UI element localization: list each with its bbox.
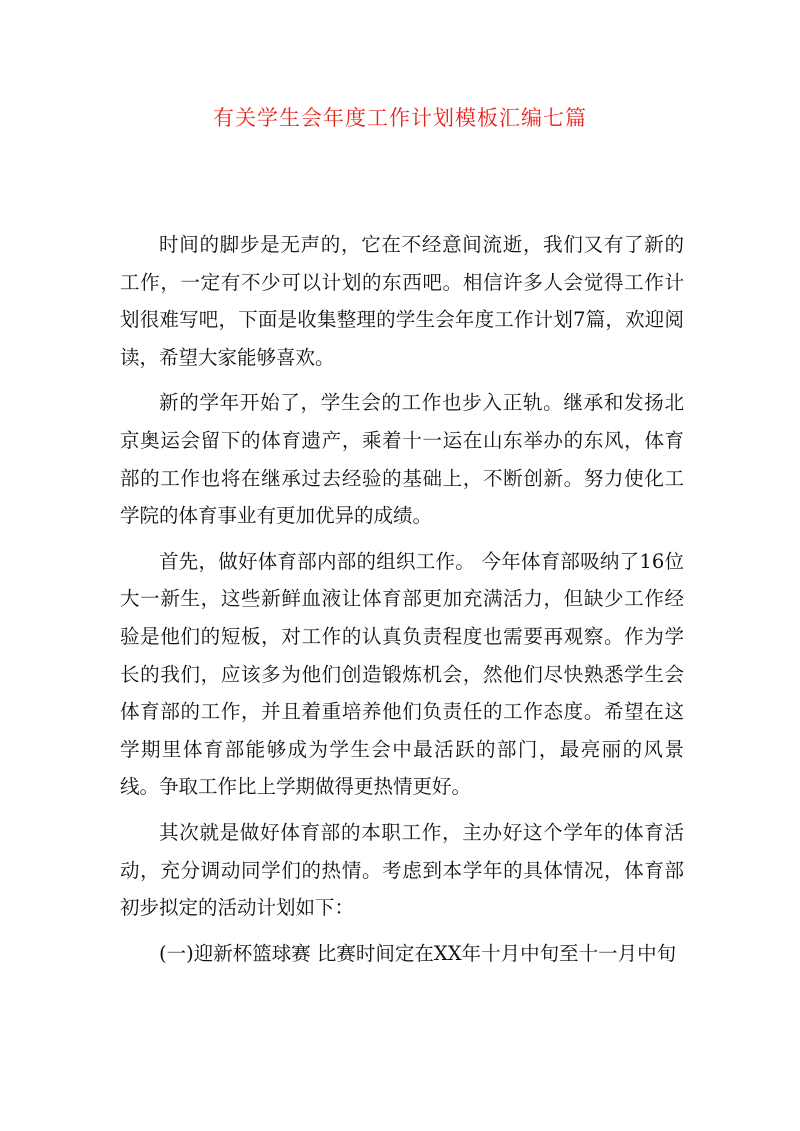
paragraph-item-1: (一)迎新杯篮球赛 比赛时间定在XX年十月中旬至十一月中旬 (159, 941, 677, 965)
paragraph-second: 其次就是做好体育部的本职工作，主办好这个学年的体育活动，充分调动同学们的热情。考虑到本学年的具体情况，体育部初步拟定的活动计划如下： (120, 820, 684, 920)
paragraph-first: 首先，做好体育部内部的组织工作。 今年体育部吸纳了16位大一新生，这些新鲜血液让体育部更加充满活力，但缺少工作经验是他们的短板，对工作的认真负责程度也需要再观察。作为学长的我们，应该多为他们创造锻炼机会，然他们尽快熟悉学生会体育部的工作，并且着重培养他们负责任的工作态度。希望在这学期里体育部能够成为学生会中最活跃的部门，最亮丽的风景线。争取工作比上学期做得更热情更好。 (120, 549, 684, 799)
paragraph-intro: 时间的脚步是无声的，它在不经意间流逝，我们又有了新的工作，一定有不少可以计划的东西吧。相信许多人会觉得工作计划很难写吧，下面是收集整理的学生会年度工作计划7篇，欢迎阅读，希望大家能够喜欢。 (120, 233, 684, 369)
document-body (120, 226, 684, 980)
paragraph-new-term: 新的学年开始了，学生会的工作也步入正轨。继承和发扬北京奥运会留下的体育遗产，乘着十一运在山东举办的东风，体育部的工作也将在继承过去经验的基础上，不断创新。努力使化工学院的体育事业有更加优异的成绩。 (120, 391, 684, 528)
document-title: 有关学生会年度工作计划模板汇编七篇 (213, 106, 587, 130)
